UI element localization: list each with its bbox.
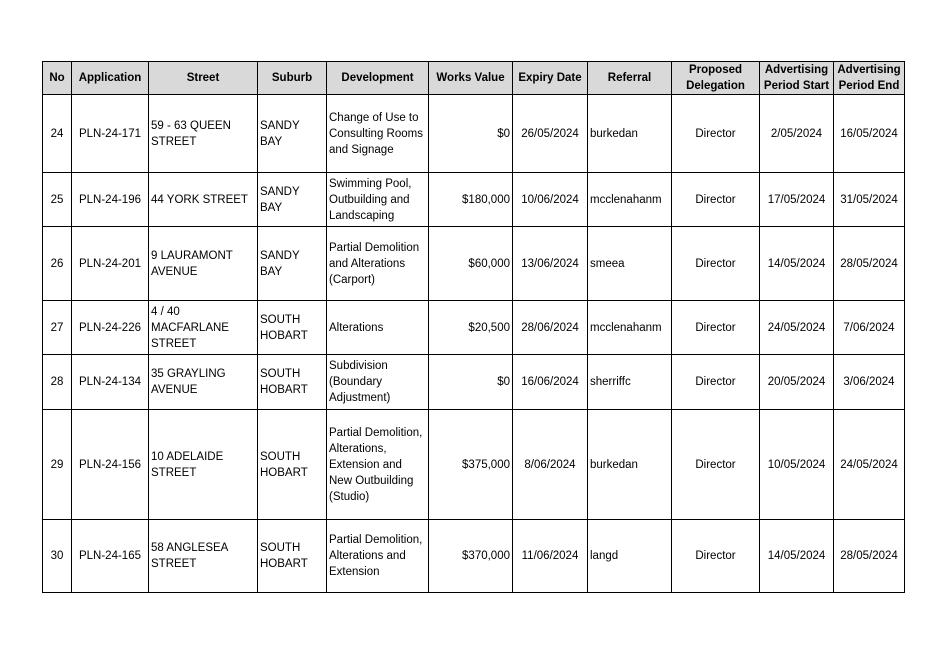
- header-expiry-date: Expiry Date: [513, 62, 588, 95]
- header-no: No: [43, 62, 72, 95]
- header-row: [43, 62, 905, 95]
- cell-suburb: SOUTH HOBART: [258, 301, 327, 355]
- cell-works-value: $375,000: [429, 410, 513, 520]
- cell-street: 9 LAURAMONT AVENUE: [149, 227, 258, 301]
- cell-advertising-end: 7/06/2024: [834, 301, 905, 355]
- header-advertising-end: Advertising Period End: [834, 62, 905, 95]
- cell-suburb: SANDY BAY: [258, 173, 327, 227]
- cell-expiry-date: 28/06/2024: [513, 301, 588, 355]
- cell-application: PLN-24-201: [72, 227, 149, 301]
- cell-works-value: $60,000: [429, 227, 513, 301]
- cell-development: Partial Demolition, Alterations, Extension and New Outbuilding (Studio): [327, 410, 429, 520]
- cell-street: 44 YORK STREET: [149, 173, 258, 227]
- cell-suburb: SANDY BAY: [258, 227, 327, 301]
- cell-advertising-start: 24/05/2024: [760, 301, 834, 355]
- header-suburb: Suburb: [258, 62, 327, 95]
- cell-delegation: Director: [672, 173, 760, 227]
- cell-advertising-end: 28/05/2024: [834, 227, 905, 301]
- cell-delegation: Director: [672, 95, 760, 173]
- cell-development: Swimming Pool, Outbuilding and Landscaping: [327, 173, 429, 227]
- cell-expiry-date: 13/06/2024: [513, 227, 588, 301]
- cell-advertising-start: 14/05/2024: [760, 227, 834, 301]
- cell-development: Partial Demolition, Alterations and Extension: [327, 520, 429, 593]
- table-row: [43, 355, 905, 410]
- cell-delegation: Director: [672, 355, 760, 410]
- cell-advertising-start: 2/05/2024: [760, 95, 834, 173]
- table-row: [43, 227, 905, 301]
- cell-works-value: $180,000: [429, 173, 513, 227]
- header-proposed-delegation: Proposed Delegation: [672, 62, 760, 95]
- cell-no: 27: [43, 301, 72, 355]
- header-street: Street: [149, 62, 258, 95]
- cell-street: 35 GRAYLING AVENUE: [149, 355, 258, 410]
- cell-advertising-start: 14/05/2024: [760, 520, 834, 593]
- cell-referral: sherriffc: [588, 355, 672, 410]
- cell-expiry-date: 10/06/2024: [513, 173, 588, 227]
- cell-development: Change of Use to Consulting Rooms and Signage: [327, 95, 429, 173]
- cell-suburb: SOUTH HOBART: [258, 520, 327, 593]
- cell-advertising-start: 10/05/2024: [760, 410, 834, 520]
- cell-no: 26: [43, 227, 72, 301]
- cell-suburb: SOUTH HOBART: [258, 355, 327, 410]
- cell-no: 30: [43, 520, 72, 593]
- cell-development: Alterations: [327, 301, 429, 355]
- cell-street: 10 ADELAIDE STREET: [149, 410, 258, 520]
- cell-advertising-end: 3/06/2024: [834, 355, 905, 410]
- cell-referral: burkedan: [588, 95, 672, 173]
- applications-table: [42, 61, 905, 593]
- table-row: [43, 301, 905, 355]
- cell-no: 25: [43, 173, 72, 227]
- cell-application: PLN-24-171: [72, 95, 149, 173]
- cell-no: 24: [43, 95, 72, 173]
- cell-suburb: SANDY BAY: [258, 95, 327, 173]
- cell-works-value: $370,000: [429, 520, 513, 593]
- cell-development: Subdivision (Boundary Adjustment): [327, 355, 429, 410]
- header-application: Application: [72, 62, 149, 95]
- cell-advertising-end: 28/05/2024: [834, 520, 905, 593]
- cell-advertising-end: 31/05/2024: [834, 173, 905, 227]
- cell-expiry-date: 8/06/2024: [513, 410, 588, 520]
- table-row: [43, 410, 905, 520]
- cell-referral: langd: [588, 520, 672, 593]
- cell-application: PLN-24-196: [72, 173, 149, 227]
- table-row: [43, 173, 905, 227]
- cell-no: 28: [43, 355, 72, 410]
- cell-application: PLN-24-134: [72, 355, 149, 410]
- cell-street: 59 - 63 QUEEN STREET: [149, 95, 258, 173]
- cell-referral: mcclenahanm: [588, 173, 672, 227]
- cell-delegation: Director: [672, 410, 760, 520]
- cell-delegation: Director: [672, 520, 760, 593]
- cell-works-value: $0: [429, 355, 513, 410]
- cell-expiry-date: 16/06/2024: [513, 355, 588, 410]
- table-row: [43, 95, 905, 173]
- cell-advertising-start: 17/05/2024: [760, 173, 834, 227]
- cell-referral: mcclenahanm: [588, 301, 672, 355]
- cell-delegation: Director: [672, 301, 760, 355]
- cell-application: PLN-24-226: [72, 301, 149, 355]
- cell-advertising-end: 24/05/2024: [834, 410, 905, 520]
- cell-referral: smeea: [588, 227, 672, 301]
- cell-no: 29: [43, 410, 72, 520]
- cell-works-value: $0: [429, 95, 513, 173]
- cell-street: 58 ANGLESEA STREET: [149, 520, 258, 593]
- header-development: Development: [327, 62, 429, 95]
- cell-development: Partial Demolition and Alterations (Carport): [327, 227, 429, 301]
- cell-application: PLN-24-156: [72, 410, 149, 520]
- cell-referral: burkedan: [588, 410, 672, 520]
- header-works-value: Works Value: [429, 62, 513, 95]
- header-referral: Referral: [588, 62, 672, 95]
- cell-application: PLN-24-165: [72, 520, 149, 593]
- cell-delegation: Director: [672, 227, 760, 301]
- cell-advertising-end: 16/05/2024: [834, 95, 905, 173]
- cell-expiry-date: 26/05/2024: [513, 95, 588, 173]
- cell-works-value: $20,500: [429, 301, 513, 355]
- table-row: [43, 520, 905, 593]
- cell-expiry-date: 11/06/2024: [513, 520, 588, 593]
- cell-suburb: SOUTH HOBART: [258, 410, 327, 520]
- cell-advertising-start: 20/05/2024: [760, 355, 834, 410]
- header-advertising-start: Advertising Period Start: [760, 62, 834, 95]
- cell-street: 4 / 40 MACFARLANE STREET: [149, 301, 258, 355]
